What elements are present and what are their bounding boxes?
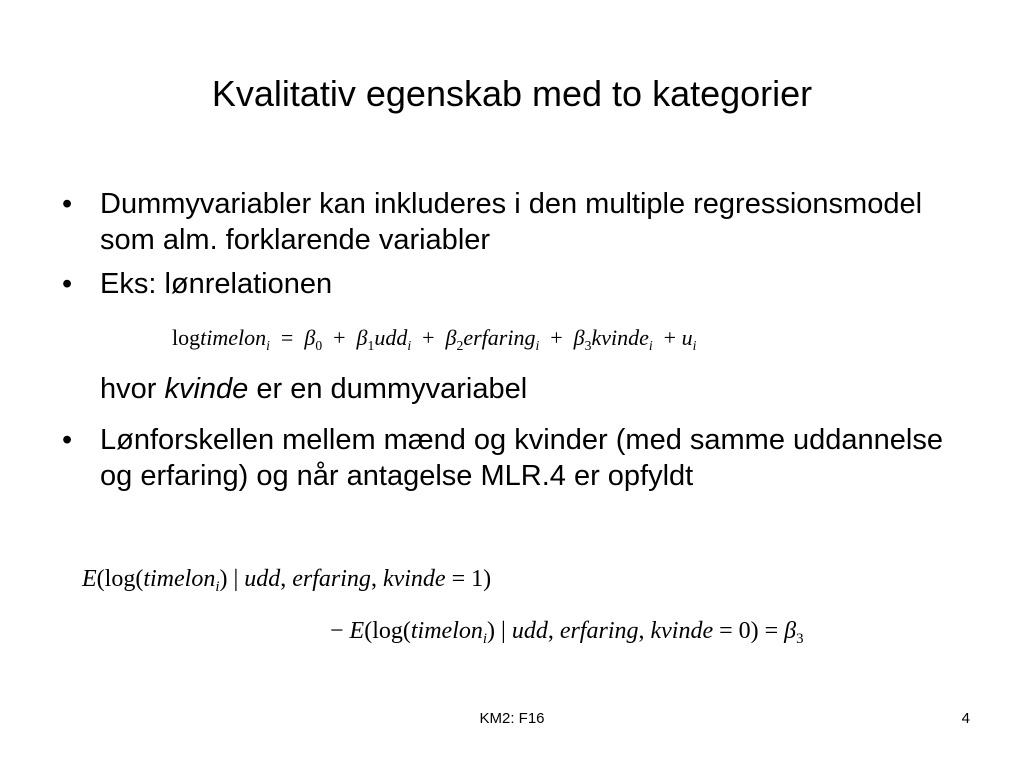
dummy-note-suffix: er en dummyvariabel: [256, 373, 528, 405]
expectation-equation-women: E(log(timelon$_i$) | udd, erfaring, kvinde = 1): [82, 566, 492, 596]
bullet-list: [62, 422, 962, 494]
bullet-list: [62, 186, 962, 302]
page-number: 4: [961, 710, 970, 727]
bullet-glyph: •: [62, 268, 73, 300]
expectation-equation-men: − E(log(timelon$_i$) | udd, erfaring, kvinde = $0) = \beta_3$: [330, 618, 804, 648]
slide-title: Kvalitativ egenskab med to kategorier: [211, 73, 813, 114]
bullet-item: [62, 266, 962, 302]
dummy-note-prefix: hvor: [100, 373, 157, 405]
dummy-note: [100, 371, 527, 407]
regression-equation: logtimelon$_i$ = $\beta_0 + \beta_1udd_i$ + $\beta_2erfaring_i$ + $\beta_3kvinde_i + u_i$: [172, 325, 697, 353]
bullet-text: Lønforskellen mellem mænd og kvinder (med samme uddannelse og erfaring) og når antagelse MLR.4 er opfyldt: [100, 424, 943, 492]
bullet-glyph: •: [62, 188, 73, 220]
bullet-item: [62, 422, 962, 494]
bullet-item: [62, 186, 962, 258]
dummy-note-variable: kvinde: [164, 373, 249, 405]
footer-label: KM2: F16: [479, 710, 545, 727]
bullet-glyph: •: [62, 424, 73, 456]
bullet-text: Dummyvariabler kan inkluderes i den multiple regressionsmodel som alm. forklarende variabler: [100, 188, 923, 256]
bullet-text: Eks: lønrelationen: [100, 268, 333, 300]
